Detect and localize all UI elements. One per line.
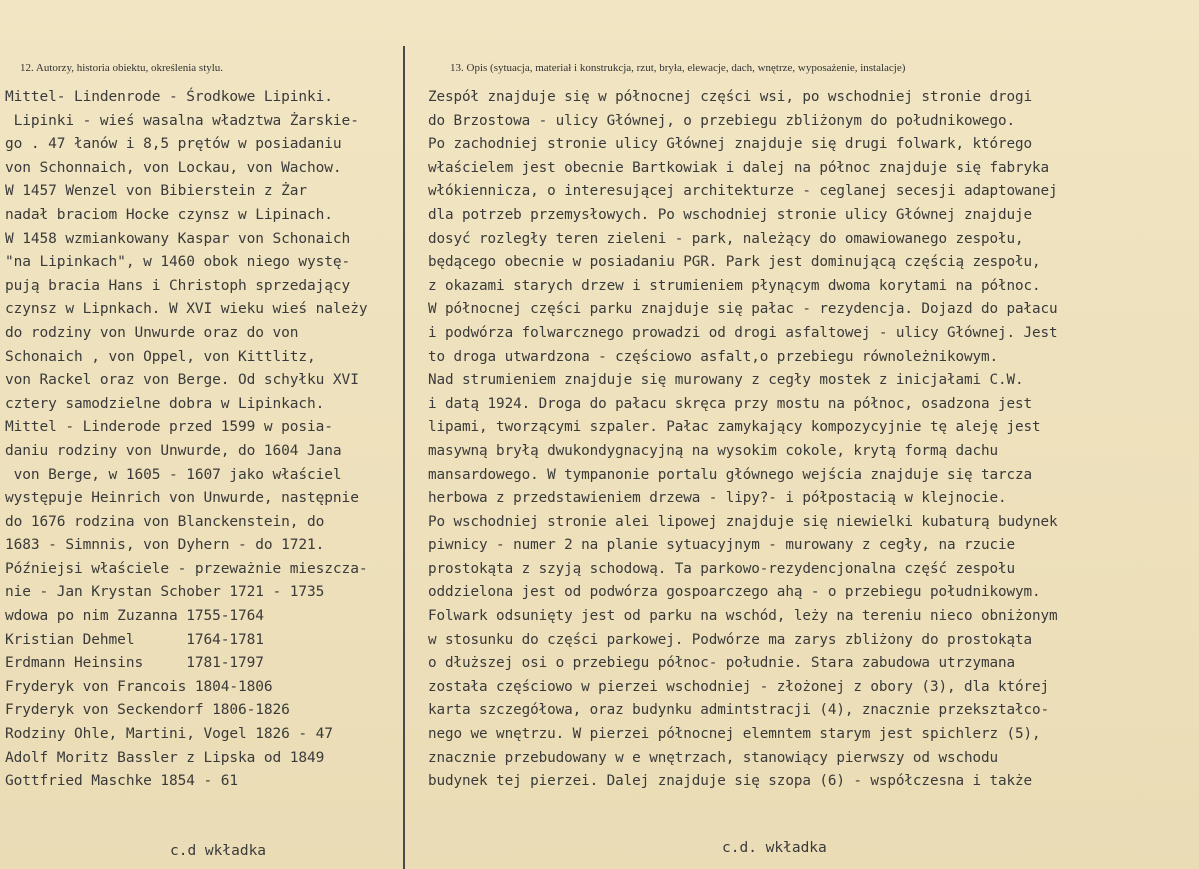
right-text-line: piwnicy - numer 2 na planie sytuacyjnym - murowany z cegły, na rzucie — [428, 537, 1016, 554]
left-text-line: daniu rodziny von Unwurde, do 1604 Jana — [5, 442, 342, 459]
left-text-line: go . 47 łanów i 8,5 prętów w posiadaniu — [5, 136, 342, 153]
section-13-header: 13. Opis (sytuacja, materiał i konstrukcja, rzut, bryła, elewacje, dach, wnętrze, wyposażenie, instalacje) — [450, 62, 906, 74]
left-text-line: Schonaich , von Oppel, von Kittlitz, — [5, 348, 316, 365]
left-text-line: 1683 - Simnnis, von Dyhern - do 1721. — [5, 537, 325, 554]
left-text-line: von Berge, w 1605 - 1607 jako właściel — [5, 466, 342, 483]
right-text-line: i podwórza folwarcznego prowadzi od drogi asfaltowej - ulicy Głównej. Jest — [428, 324, 1058, 341]
left-text-line: wdowa po nim Zuzanna 1755-1764 — [5, 608, 264, 625]
left-text-line: Adolf Moritz Bassler z Lipska od 1849 — [5, 749, 325, 766]
right-text-line: oddzielona jest od podwórza gospoarczego ahą - o przebiegu południkowym. — [428, 584, 1041, 601]
right-text-line: Nad strumieniem znajduje się murowany z cegły mostek z inicjałami C.W. — [428, 372, 1024, 389]
right-text-line: z okazami starych drzew i strumieniem płynącym dwoma korytami na północ. — [428, 277, 1041, 294]
left-text-line: von Rackel oraz von Berge. Od schyłku XVI — [5, 372, 359, 389]
left-text-line: Późniejsi właściele - przeważnie mieszcza- — [5, 560, 368, 577]
right-text-line: to droga utwardzona - częściowo asfalt,o przebiegu równoleżnikowym. — [428, 348, 998, 365]
right-text-line: karta szczegółowa, oraz budynku admintstracji (4), znacznie przekształco- — [428, 702, 1050, 719]
right-text-line: w stosunku do części parkowej. Podwórze ma zarys zbliżony do prostokąta — [428, 631, 1033, 648]
left-text-line: do rodziny von Unwurde oraz do von — [5, 324, 299, 341]
right-text-line: Zespół znajduje się w północnej części wsi, po wschodniej stronie drogi — [428, 89, 1033, 105]
left-text-line: "na Lipinkach", w 1460 obok niego wystę- — [5, 254, 351, 271]
left-text-line: Rodziny Ohle, Martini, Vogel 1826 - 47 — [5, 726, 333, 743]
left-text-line: Fryderyk von Seckendorf 1806-1826 — [5, 702, 290, 719]
left-text-line: cztery samodzielne dobra w Lipinkach. — [5, 395, 325, 412]
right-text-line: o dłuższej osi o przebiegu północ- południe. Stara zabudowa utrzymana — [428, 655, 1016, 672]
left-text-line: Mittel- Lindenrode - Środkowe Lipinki. — [5, 89, 333, 105]
right-text-line: herbowa z przedstawieniem drzewa - lipy?- i półpostacią w klejnocie. — [428, 490, 1007, 507]
left-text-line: Gottfried Maschke 1854 - 61 — [5, 773, 239, 790]
right-text-line: dla potrzeb przemysłowych. Po wschodniej stronie ulicy Głównej znajduje — [428, 206, 1033, 223]
right-text-line: W północnej części parku znajduje się pałac - rezydencja. Dojazd do pałacu — [428, 301, 1058, 318]
left-text-line: Mittel - Linderode przed 1599 w posia- — [5, 419, 333, 436]
right-text-line: budynek tej pierzei. Dalej znajduje się szopa (6) - współczesna i także — [428, 773, 1033, 790]
history-text-column — [5, 86, 400, 794]
left-text-line: Lipinki - wieś wasalna władztwa Żarskie- — [5, 112, 359, 129]
right-text-line: dosyć rozległy teren zieleni - park, należący do omawiowanego zespołu, — [428, 230, 1024, 247]
right-text-line: znacznie przebudowany w e wnętrzach, stanowiący pierwszy od wschodu — [428, 749, 998, 766]
left-text-line: nie - Jan Krystan Schober 1721 - 1735 — [5, 584, 325, 601]
right-text-line: włókiennicza, o interesującej architekturze - ceglanej secesji adaptowanej — [428, 183, 1058, 200]
right-text-line: mansardowego. W tympanonie portalu głównego wejścia znajduje się tarcza — [428, 466, 1033, 483]
left-text-line: W 1457 Wenzel von Bibierstein z Żar — [5, 183, 308, 200]
right-text-line: prostokąta z szyją schodową. Ta parkowo-rezydencjonalna część zespołu — [428, 560, 1016, 577]
right-text-line: i datą 1924. Droga do pałacu skręca przy mostu na północ, osadzona jest — [428, 395, 1033, 412]
right-text-line: masywną bryłą dwukondygnacyjną na wysokim cokole, krytą formą dachu — [428, 442, 998, 459]
right-text-line: nego we wnętrzu. W pierzei północnej elemntem starym jest spichlerz (5), — [428, 726, 1041, 743]
left-text-line: nadał braciom Hocke czynsz w Lipinach. — [5, 206, 333, 223]
section-12-header: 12. Autorzy, historia obiektu, określenia stylu. — [20, 62, 224, 74]
right-text-line: lipami, tworzącymi szpaler. Pałac zamykający kompozycyjnie tę aleję jest — [428, 419, 1041, 436]
left-text-line: występuje Heinrich von Unwurde, następnie — [5, 490, 359, 507]
left-text-line: von Schonnaich, von Lockau, von Wachow. — [5, 159, 342, 176]
right-continuation-note: c.d. wkładka — [722, 840, 827, 856]
column-divider — [403, 46, 405, 869]
right-text-line: Po zachodniej stronie ulicy Głównej znajduje się drugi folwark, którego — [428, 136, 1033, 153]
right-text-line: właścielem jest obecnie Bartkowiak i dalej na północ znajduje się fabryka — [428, 159, 1050, 176]
right-text-line: do Brzostowa - ulicy Głównej, o przebiegu zbliżonym do południkowego. — [428, 112, 1016, 129]
left-text-line: Fryderyk von Francois 1804-1806 — [5, 678, 273, 695]
right-text-line: Po wschodniej stronie alei lipowej znajduje się niewielki kubaturą budynek — [428, 513, 1058, 530]
left-text-line: pują bracia Hans i Christoph sprzedający — [5, 277, 351, 294]
left-text-line: Erdmann Heinsins 1781-1797 — [5, 655, 264, 672]
left-text-line: W 1458 wzmiankowany Kaspar von Schonaich — [5, 230, 351, 247]
left-text-line: czynsz w Lipnkach. W XVI wieku wieś należy — [5, 301, 368, 318]
left-continuation-note: c.d wkładka — [170, 843, 267, 859]
right-text-line: została częściowo w pierzei wschodniej - złożonej z obory (3), dla której — [428, 678, 1050, 695]
left-text-line: Kristian Dehmel 1764-1781 — [5, 631, 264, 648]
left-text-line: do 1676 rodzina von Blanckenstein, do — [5, 513, 325, 530]
description-text-column — [428, 86, 1188, 794]
right-text-line: Folwark odsunięty jest od parku na wschód, leży na tereniu nieco obniżonym — [428, 608, 1058, 625]
right-text-line: będącego obecnie w posiadaniu PGR. Park jest dominującą częścią zespołu, — [428, 254, 1041, 271]
